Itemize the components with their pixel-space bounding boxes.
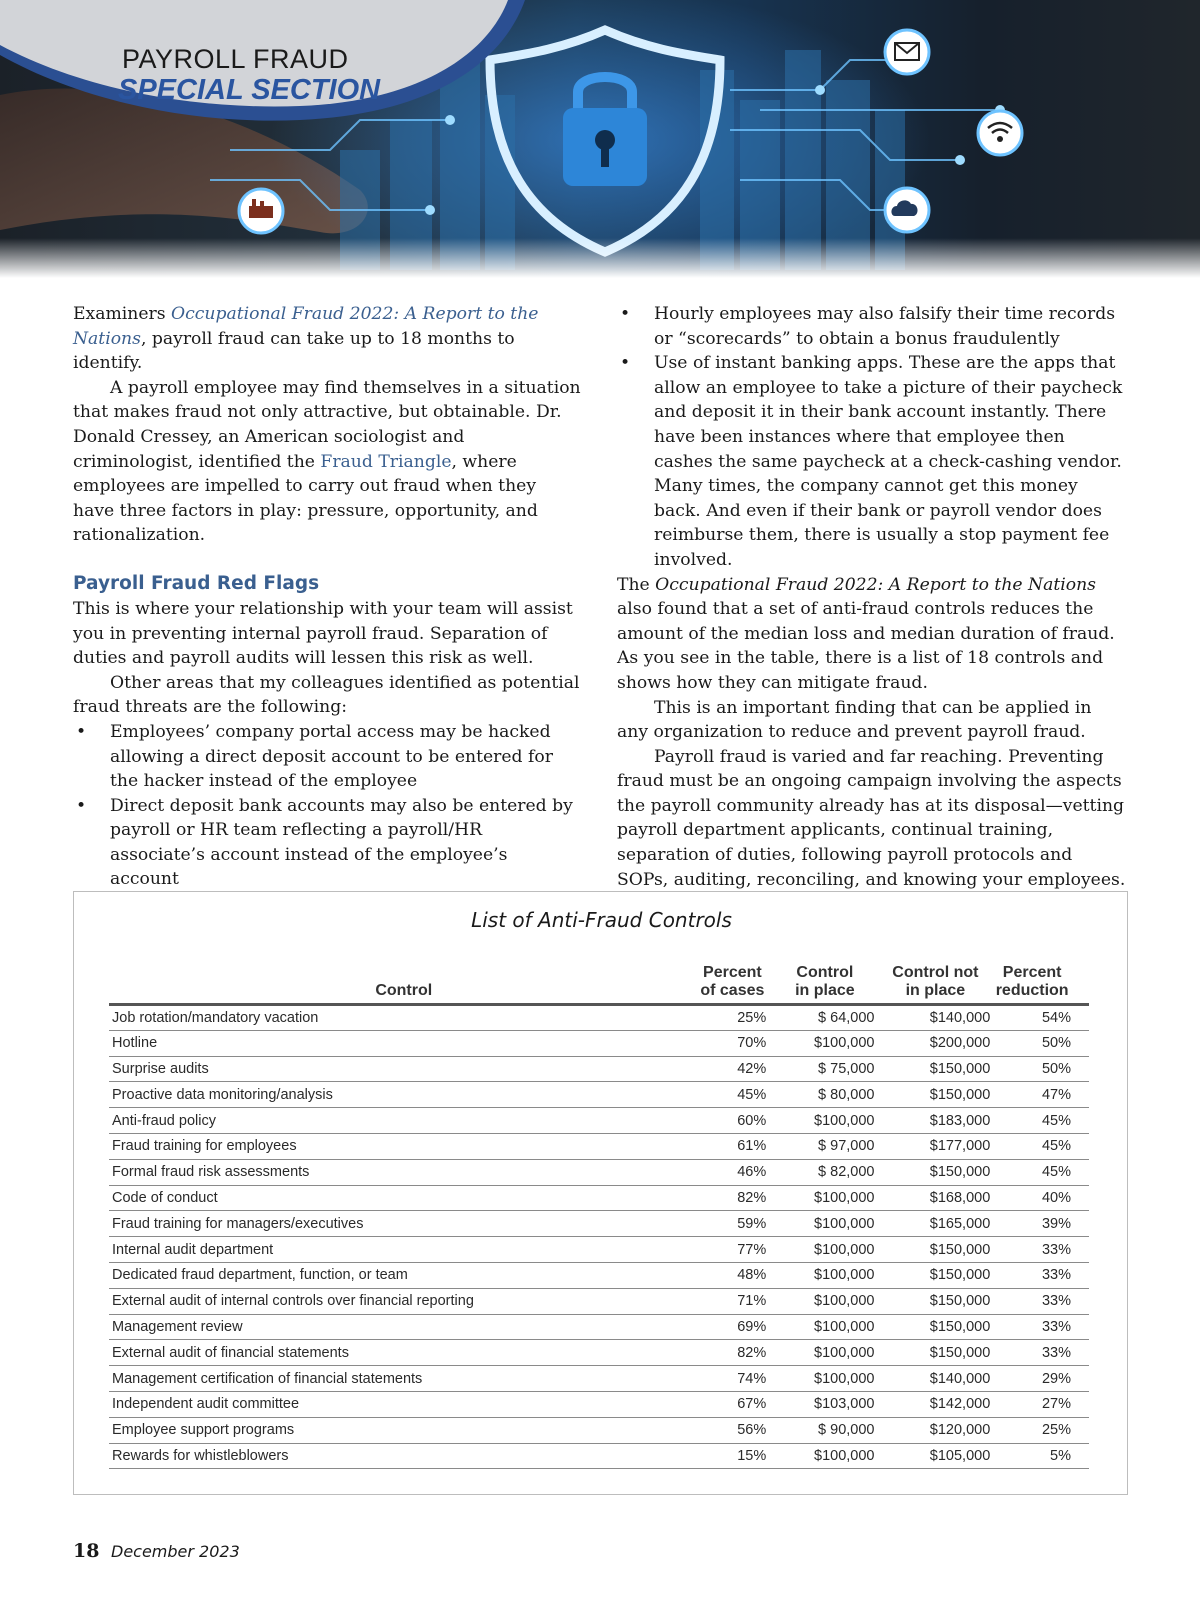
cell-percent-reduction: 33%: [993, 1262, 1089, 1288]
header-control-in-place: Control in place: [772, 964, 877, 1005]
cell-control-not-in-place: $177,000: [877, 1133, 993, 1159]
cell-control-not-in-place: $150,000: [877, 1159, 993, 1185]
cell-control: Code of conduct: [109, 1185, 699, 1211]
list-item: • Employees’ company portal access may be hacked allowing a direct deposit account to be entered for the hacker instead of the employee: [73, 720, 581, 794]
cell-control: Anti-fraud policy: [109, 1108, 699, 1134]
table-row: [109, 1340, 1089, 1366]
cell-percent-of-cases: 61%: [699, 1133, 773, 1159]
cell-control: Fraud training for managers/executives: [109, 1211, 699, 1237]
section-title: PAYROLL FRAUD: [122, 44, 349, 74]
table-row: [109, 1056, 1089, 1082]
page-number: 18: [73, 1540, 100, 1562]
cell-control-not-in-place: $150,000: [877, 1082, 993, 1108]
cell-percent-reduction: 27%: [993, 1391, 1089, 1417]
cell-control-in-place: $100,000: [772, 1366, 877, 1392]
cell-control: External audit of financial statements: [109, 1340, 699, 1366]
envelope-icon: [885, 30, 929, 74]
cell-percent-reduction: 40%: [993, 1185, 1089, 1211]
cell-percent-of-cases: 45%: [699, 1082, 773, 1108]
cell-percent-of-cases: 42%: [699, 1056, 773, 1082]
cell-control-not-in-place: $120,000: [877, 1417, 993, 1443]
table-row: [109, 1237, 1089, 1263]
cell-control-in-place: $ 80,000: [772, 1082, 877, 1108]
cell-percent-of-cases: 56%: [699, 1417, 773, 1443]
anti-fraud-table: [109, 964, 1089, 1469]
cell-control-not-in-place: $105,000: [877, 1443, 993, 1469]
subheading: Payroll Fraud Red Flags: [73, 572, 320, 594]
cell-control-not-in-place: $168,000: [877, 1185, 993, 1211]
cell-control: Internal audit department: [109, 1237, 699, 1263]
bullet-list: [617, 302, 1127, 573]
table-header-row: [109, 964, 1089, 1005]
table-row: [109, 1211, 1089, 1237]
paragraph: A payroll employee may find themselves in a situation that makes fraud not only attractive, but obtainable. Dr. Donald Cressey, an American sociologist and criminologist, identified the Fraud Triangle, where employees are impelled to carry out fraud when they have three factors in play: pressure, opportunity, and rationalization.: [73, 377, 581, 546]
cell-percent-of-cases: 82%: [699, 1340, 773, 1366]
left-column: [73, 302, 581, 941]
list-item: • Use of instant banking apps. These are the apps that allow an employee to take a picture of their paycheck and deposit it in their bank account instantly. There have been instances where that employee then cashes the same paycheck at a check-cashing vendor. Many times, the company cannot get this money back. And even if their bank or payroll vendor does reimburse them, there is usually a stop payment fee involved.: [617, 351, 1127, 572]
cell-control: External audit of internal controls over financial reporting: [109, 1288, 699, 1314]
report-title: Occupational Fraud 2022: A Report to the Nations: [655, 574, 1096, 595]
paragraph: Examiners Occupational Fraud 2022: A Report to the Nations, payroll fraud can take up to 18 months to identify.: [73, 304, 539, 374]
cell-control-in-place: $100,000: [772, 1443, 877, 1469]
cell-percent-of-cases: 15%: [699, 1443, 773, 1469]
cell-control-not-in-place: $150,000: [877, 1056, 993, 1082]
cell-percent-of-cases: 77%: [699, 1237, 773, 1263]
table-row: [109, 1082, 1089, 1108]
table-row: [109, 1314, 1089, 1340]
cell-control-not-in-place: $140,000: [877, 1366, 993, 1392]
wifi-icon: [978, 111, 1022, 155]
table-row: [109, 1443, 1089, 1469]
cell-percent-of-cases: 69%: [699, 1314, 773, 1340]
header-control: Control: [109, 964, 699, 1005]
cell-control: Hotline: [109, 1030, 699, 1056]
cell-control-in-place: $ 82,000: [772, 1159, 877, 1185]
cell-control: Proactive data monitoring/analysis: [109, 1082, 699, 1108]
header-banner: [0, 0, 1200, 278]
paragraph: Other areas that my colleagues identified as potential fraud threats are the following:: [73, 672, 580, 718]
cell-percent-of-cases: 70%: [699, 1030, 773, 1056]
cell-percent-of-cases: 25%: [699, 1005, 773, 1031]
paragraph: This is where your relationship with your team will assist you in preventing internal payroll fraud. Separation of duties and payroll audits will lessen this risk as well.: [73, 598, 573, 669]
table-row: [109, 1262, 1089, 1288]
table-title: List of Anti-Fraud Controls: [471, 908, 732, 932]
issue-date: December 2023: [111, 1542, 240, 1561]
cell-percent-reduction: 39%: [993, 1211, 1089, 1237]
cell-percent-of-cases: 59%: [699, 1211, 773, 1237]
header-percent-of-cases: Percent of cases: [699, 964, 773, 1005]
table-row: [109, 1005, 1089, 1031]
cell-control-not-in-place: $165,000: [877, 1211, 993, 1237]
cell-control-not-in-place: $200,000: [877, 1030, 993, 1056]
factory-icon: [239, 189, 283, 233]
cell-percent-reduction: 54%: [993, 1005, 1089, 1031]
cell-percent-of-cases: 46%: [699, 1159, 773, 1185]
cell-control: Employee support programs: [109, 1417, 699, 1443]
cell-percent-reduction: 45%: [993, 1133, 1089, 1159]
cell-control-in-place: $103,000: [772, 1391, 877, 1417]
table-row: [109, 1185, 1089, 1211]
cell-control-in-place: $100,000: [772, 1030, 877, 1056]
cell-control-in-place: $ 64,000: [772, 1005, 877, 1031]
cell-control-in-place: $ 75,000: [772, 1056, 877, 1082]
cell-percent-of-cases: 74%: [699, 1366, 773, 1392]
table-row: [109, 1108, 1089, 1134]
right-column: [617, 302, 1127, 917]
cell-percent-reduction: 50%: [993, 1030, 1089, 1056]
cell-control-in-place: $100,000: [772, 1237, 877, 1263]
table-row: [109, 1417, 1089, 1443]
cell-control-not-in-place: $183,000: [877, 1108, 993, 1134]
cell-percent-reduction: 33%: [993, 1288, 1089, 1314]
cell-percent-of-cases: 71%: [699, 1288, 773, 1314]
cell-control: Independent audit committee: [109, 1391, 699, 1417]
cell-percent-of-cases: 67%: [699, 1391, 773, 1417]
cell-control-in-place: $100,000: [772, 1108, 877, 1134]
table-body: [109, 1005, 1089, 1469]
cell-control-not-in-place: $150,000: [877, 1262, 993, 1288]
anti-fraud-table-box: [73, 891, 1128, 1495]
cell-control-not-in-place: $150,000: [877, 1288, 993, 1314]
cell-control: Management review: [109, 1314, 699, 1340]
header-control-not-in-place: Control not in place: [877, 964, 993, 1005]
table-row: [109, 1366, 1089, 1392]
paragraph: The Occupational Fraud 2022: A Report to the Nations also found that a set of anti-fraud controls reduces the amount of the median loss and median duration of fraud. As you see in the table, there is a list of 18 controls and shows how they can mitigate fraud.: [617, 574, 1115, 693]
fraud-triangle-link[interactable]: Fraud Triangle: [320, 451, 452, 472]
cyber-security-illustration: [0, 0, 1200, 278]
list-item: • Hourly employees may also falsify their time records or “scorecards” to obtain a bonus fraudulently: [617, 302, 1127, 351]
cell-control: Surprise audits: [109, 1056, 699, 1082]
cell-percent-of-cases: 48%: [699, 1262, 773, 1288]
cell-percent-reduction: 50%: [993, 1056, 1089, 1082]
cell-percent-reduction: 25%: [993, 1417, 1089, 1443]
cell-percent-reduction: 45%: [993, 1108, 1089, 1134]
cell-control-in-place: $ 90,000: [772, 1417, 877, 1443]
cell-control-not-in-place: $150,000: [877, 1340, 993, 1366]
table-row: [109, 1030, 1089, 1056]
list-item: • Direct deposit bank accounts may also be entered by payroll or HR team reflecting a payroll/HR associate’s account instead of the employee’s account: [73, 794, 581, 892]
cell-control-not-in-place: $150,000: [877, 1237, 993, 1263]
cell-control: Rewards for whistleblowers: [109, 1443, 699, 1469]
cell-percent-reduction: 33%: [993, 1237, 1089, 1263]
cell-percent-reduction: 5%: [993, 1443, 1089, 1469]
cloud-upload-icon: [885, 188, 929, 232]
cell-percent-reduction: 29%: [993, 1366, 1089, 1392]
table-row: [109, 1133, 1089, 1159]
paragraph: Payroll fraud is varied and far reaching. Preventing fraud must be an ongoing campaign involving the aspects the payroll community already has at its disposal—vetting payroll department applicants, continual training, separation of duties, following payroll protocols and SOPs, auditing, reconciling, and knowing your employees.: [617, 745, 1127, 917]
cell-control-in-place: $100,000: [772, 1288, 877, 1314]
cell-control-in-place: $100,000: [772, 1185, 877, 1211]
cell-control: Dedicated fraud department, function, or team: [109, 1262, 699, 1288]
paragraph: This is an important finding that can be applied in any organization to reduce and prevent payroll fraud.: [617, 697, 1092, 743]
cell-percent-reduction: 33%: [993, 1314, 1089, 1340]
cell-control-in-place: $100,000: [772, 1262, 877, 1288]
cell-control-in-place: $100,000: [772, 1211, 877, 1237]
table-row: [109, 1288, 1089, 1314]
cell-percent-reduction: 45%: [993, 1159, 1089, 1185]
report-link[interactable]: Occupational Fraud 2022: A Report to the Nations: [73, 304, 539, 349]
cell-control: Fraud training for employees: [109, 1133, 699, 1159]
table-row: [109, 1159, 1089, 1185]
cell-control: Formal fraud risk assessments: [109, 1159, 699, 1185]
cell-percent-of-cases: 60%: [699, 1108, 773, 1134]
cell-control-in-place: $100,000: [772, 1314, 877, 1340]
header-percent-reduction: Percent reduction: [993, 964, 1089, 1005]
cell-control-in-place: $100,000: [772, 1340, 877, 1366]
cell-percent-of-cases: 82%: [699, 1185, 773, 1211]
cell-control-not-in-place: $150,000: [877, 1314, 993, 1340]
cell-control-not-in-place: $140,000: [877, 1005, 993, 1031]
table-row: [109, 1391, 1089, 1417]
section-subtitle: SPECIAL SECTION: [118, 74, 381, 106]
cell-control-not-in-place: $142,000: [877, 1391, 993, 1417]
cell-control: Job rotation/mandatory vacation: [109, 1005, 699, 1031]
cell-control-in-place: $ 97,000: [772, 1133, 877, 1159]
cell-percent-reduction: 33%: [993, 1340, 1089, 1366]
banner-fade: [0, 238, 1200, 278]
cell-percent-reduction: 47%: [993, 1082, 1089, 1108]
cell-control: Management certification of financial statements: [109, 1366, 699, 1392]
